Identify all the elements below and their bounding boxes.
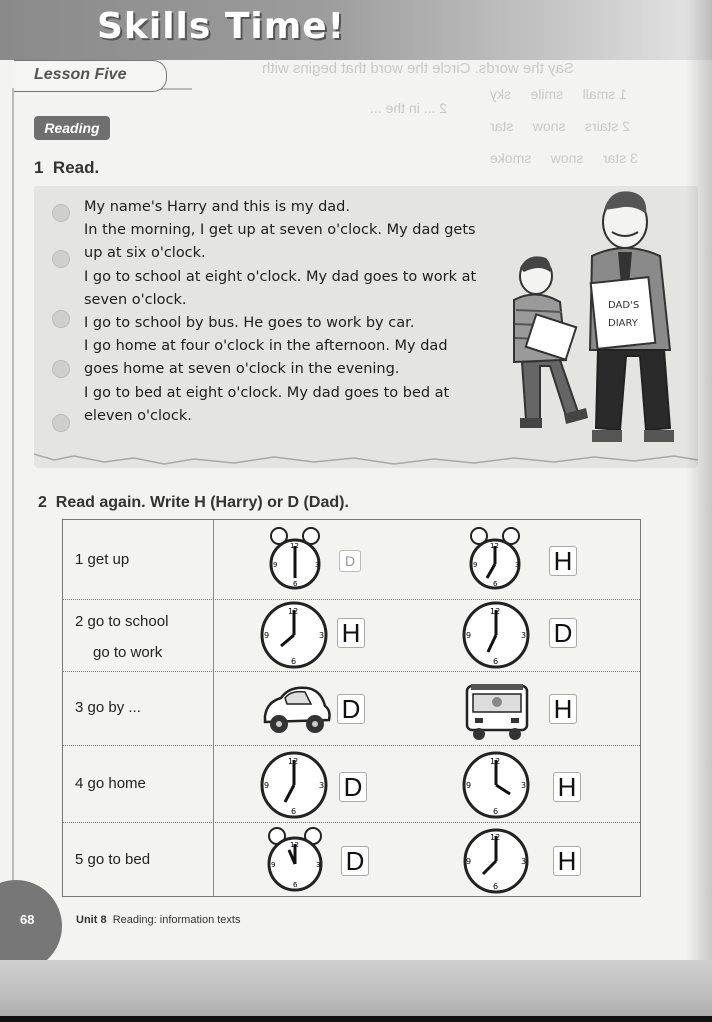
story-line: up at six o'clock.: [84, 245, 206, 262]
svg-text:12: 12: [288, 757, 299, 766]
car-icon: [259, 682, 333, 738]
lesson-label: Lesson Five: [34, 66, 127, 83]
row-divider: [63, 599, 640, 600]
table-row-label: [75, 692, 141, 723]
section-badge: Reading: [34, 116, 110, 140]
book-label-line2: DIARY: [608, 318, 638, 329]
row-divider: [63, 745, 640, 746]
svg-text:9: 9: [264, 631, 270, 640]
story-line: My name's Harry and this is my dad.: [84, 199, 350, 215]
page-number: 68: [20, 912, 35, 927]
svg-text:12: 12: [490, 757, 501, 766]
clock-icon: [461, 826, 531, 894]
table-row-label: [75, 606, 168, 668]
row-label-text: 2 go to school: [75, 613, 169, 630]
svg-text:3: 3: [521, 781, 527, 790]
table-row-label: [75, 544, 129, 575]
row-label-text: 3 go by ...: [75, 699, 141, 716]
answer-box[interactable]: H: [553, 846, 581, 876]
svg-text:9: 9: [273, 561, 278, 569]
svg-text:12: 12: [490, 542, 499, 550]
svg-text:6: 6: [293, 580, 298, 588]
story-line: goes home at seven o'clock in the evening.: [84, 361, 400, 378]
binder-hole-icon: [52, 414, 70, 432]
answer-box[interactable]: D: [339, 550, 361, 572]
footer-caption: [76, 914, 240, 926]
story-line: I go to school by bus. He goes to work by car.: [84, 315, 415, 332]
answer-box[interactable]: D: [337, 694, 365, 724]
table-row-label: [75, 768, 146, 799]
table-row-label: [75, 844, 150, 875]
answer-box[interactable]: H: [553, 772, 581, 802]
svg-text:12: 12: [490, 833, 501, 842]
answer-box[interactable]: H: [337, 618, 365, 648]
row-label-text: 1 get up: [75, 551, 130, 568]
story-line: I go to school at eight o'clock. My dad goes to work at: [84, 268, 477, 285]
margin-rule: [12, 88, 14, 948]
answer-box[interactable]: D: [339, 772, 367, 802]
answer-table: [62, 519, 641, 897]
svg-text:6: 6: [493, 807, 499, 816]
svg-text:6: 6: [493, 580, 498, 588]
svg-text:3: 3: [521, 857, 527, 866]
svg-text:3: 3: [319, 781, 325, 790]
scanner-edge: [0, 1016, 712, 1022]
exercise-2-instruction: Read again. Write H (Harry) or D (Dad).: [55, 494, 349, 511]
torn-edge: [34, 450, 698, 480]
clock-icon: [461, 600, 531, 670]
story-line: I go home at four o'clock in the afternoon. My dad: [84, 338, 448, 355]
page-title: Skills Time!: [97, 6, 346, 47]
clock-icon: [259, 750, 329, 820]
row-label-text: go to work: [93, 644, 163, 661]
exercise-1-instruction: Read.: [52, 158, 100, 177]
svg-text:9: 9: [473, 561, 478, 569]
book-label-line1: DAD'S: [608, 300, 640, 311]
footer-topic: Reading: information texts: [112, 914, 241, 926]
svg-text:9: 9: [264, 781, 270, 790]
svg-text:6: 6: [291, 807, 297, 816]
row-label-text: 5 go to bed: [75, 851, 151, 868]
svg-text:6: 6: [493, 882, 499, 891]
svg-text:3: 3: [315, 561, 320, 569]
alarm-clock-icon: [265, 526, 325, 596]
binder-hole-icon: [52, 250, 70, 268]
bleed-through-layer: Say the words. Circle the word that begins with 1 small smile sky 2 stairs snow star 3 star snow smoke 2 ... in the ...: [262, 60, 638, 166]
exercise-2-heading: [38, 494, 349, 512]
clock-icon: [259, 600, 329, 670]
svg-text:6: 6: [493, 657, 499, 666]
clock-icon: [461, 750, 531, 820]
svg-text:3: 3: [521, 631, 527, 640]
exercise-2-number: 2: [38, 494, 47, 511]
answer-box[interactable]: D: [549, 618, 577, 648]
story-text: [84, 196, 504, 428]
page-gutter-shadow: [686, 0, 712, 960]
bus-icon: [461, 680, 533, 742]
footer-unit: Unit 8: [76, 914, 107, 926]
story-line: I go to bed at eight o'clock. My dad goes to bed at: [84, 384, 450, 401]
svg-text:9: 9: [466, 631, 472, 640]
svg-text:12: 12: [490, 607, 501, 616]
svg-text:12: 12: [290, 841, 299, 849]
row-divider: [63, 822, 640, 823]
svg-text:9: 9: [271, 861, 276, 869]
row-divider: [63, 671, 640, 672]
column-divider: [213, 520, 214, 896]
alarm-clock-icon: [263, 826, 327, 894]
binder-hole-icon: [52, 204, 70, 222]
binder-hole-icon: [52, 360, 70, 378]
harry-and-dad-illustration: [500, 180, 690, 452]
answer-box[interactable]: H: [549, 694, 577, 724]
scanner-margin: [0, 960, 712, 1022]
story-line: In the morning, I get up at seven o'clock. My dad gets: [84, 222, 476, 239]
svg-text:9: 9: [466, 781, 472, 790]
svg-text:6: 6: [291, 657, 297, 666]
svg-text:3: 3: [319, 631, 325, 640]
svg-text:12: 12: [288, 607, 299, 616]
svg-text:12: 12: [290, 542, 299, 550]
exercise-1-number: 1: [34, 158, 44, 177]
story-line: seven o'clock.: [84, 291, 187, 308]
story-line: eleven o'clock.: [84, 407, 192, 424]
svg-text:3: 3: [316, 861, 321, 869]
svg-text:3: 3: [515, 561, 520, 569]
svg-text:6: 6: [293, 881, 298, 889]
answer-box[interactable]: D: [341, 846, 369, 876]
answer-box[interactable]: H: [549, 546, 577, 576]
binder-hole-icon: [52, 310, 70, 328]
alarm-clock-icon: [465, 526, 525, 596]
row-label-text: 4 go home: [75, 775, 146, 792]
exercise-1-heading: [34, 158, 99, 178]
svg-text:9: 9: [466, 857, 472, 866]
